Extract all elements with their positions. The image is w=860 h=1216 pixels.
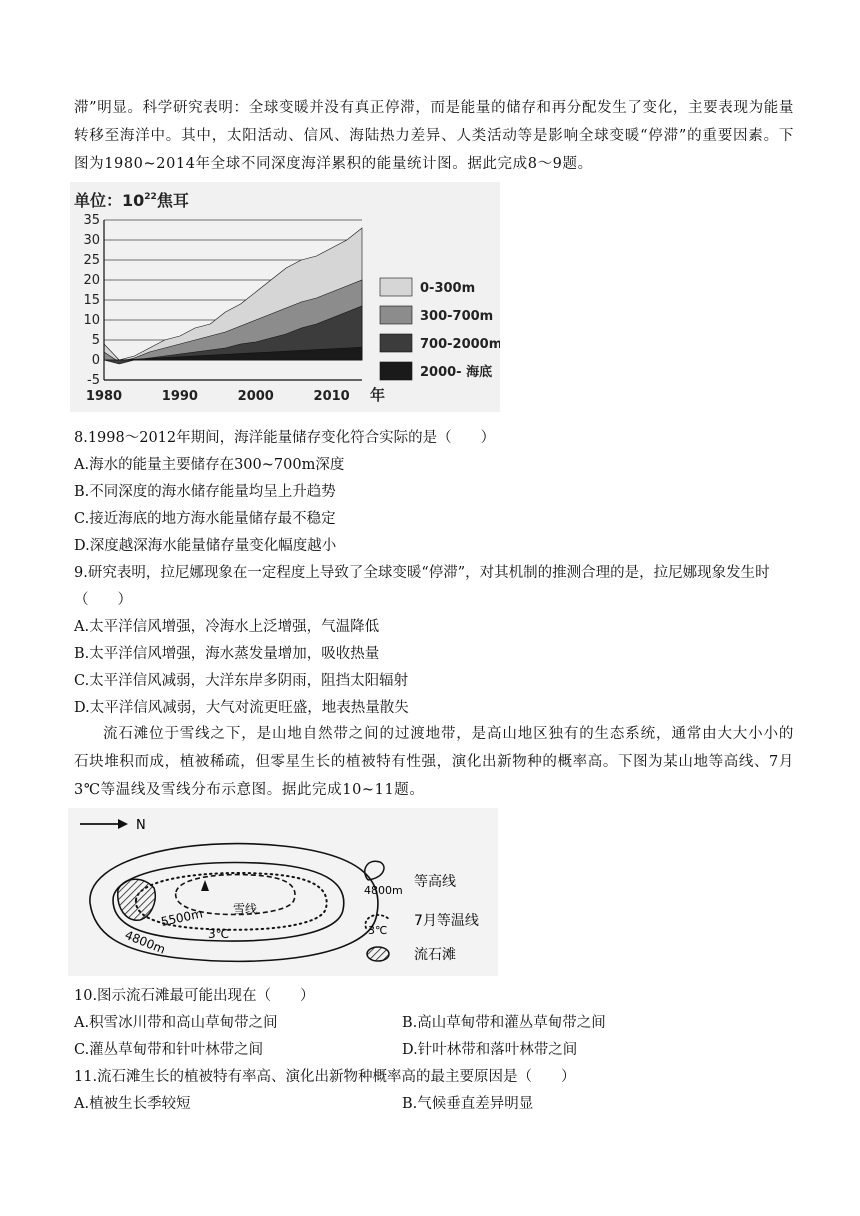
ocean-energy-chart bbox=[70, 182, 500, 412]
x-tick-label: 2010 bbox=[313, 389, 350, 404]
legend-label: 300-700m bbox=[420, 309, 494, 324]
q11-option-b: B.气候垂直差异明显 bbox=[402, 1096, 534, 1112]
y-tick-label: 15 bbox=[83, 293, 100, 308]
north-arrowhead-icon bbox=[118, 819, 128, 829]
legend-swatch bbox=[380, 278, 412, 296]
y-tick-label: 25 bbox=[83, 253, 100, 268]
q9-option-a: A.太平洋信风增强，冷海水上泛增强，气温降低 bbox=[74, 619, 380, 635]
q10-option-d: D.针叶林带和落叶林带之间 bbox=[402, 1042, 578, 1058]
legend-swatch bbox=[380, 306, 412, 324]
y-tick-label: 35 bbox=[83, 213, 100, 228]
mountain-map bbox=[68, 808, 498, 976]
q11-stem: 11.流石滩生长的植被特有率高、演化出新物种概率高的最主要原因是（ ） bbox=[74, 1069, 576, 1085]
scree-paragraph: 流石滩位于雪线之下，是山地自然带之间的过渡地带，是高山地区独有的生态系统，通常由大大小小的石块堆积而成，植被稀疏，但零星生长的植被特有性强，演化出新物种的概率高。下图为某山地等高线、7月3℃等温线及雪线分布示意图。据此完成10~11题。 bbox=[74, 726, 794, 798]
y-tick-label: 10 bbox=[83, 313, 100, 328]
legend-isotherm-sample: 3℃ bbox=[368, 924, 388, 937]
intro-paragraph: 滞”明显。科学研究表明：全球变暖并没有真正停滞，而是能量的储存和再分配发生了变化，主要表现为能量转移至海洋中。其中，太阳活动、信风、海陆热力差异、人类活动等是影响全球变暖“停滞”的重要因素。下图为1980~2014年全球不同深度海洋累积的能量统计图。据此完成8～9题。 bbox=[74, 100, 794, 172]
isotherm-label: 3℃ bbox=[208, 927, 230, 941]
q8-option-c: C.接近海底的地方海水能量储存最不稳定 bbox=[74, 511, 336, 527]
contour-5500-label: 5500m bbox=[159, 906, 204, 929]
y-tick-label: 5 bbox=[91, 333, 100, 348]
y-tick-label: 30 bbox=[83, 233, 100, 248]
peak-icon bbox=[201, 880, 209, 891]
legend-label: 700-2000m bbox=[420, 337, 500, 352]
legend-scree-label: 流石滩 bbox=[414, 947, 456, 963]
q8-option-a: A.海水的能量主要储存在300~700m深度 bbox=[74, 457, 345, 473]
contour-legend-icon bbox=[365, 861, 384, 880]
legend-contour-sample: 4800m bbox=[364, 884, 403, 897]
q9-stem: 9.研究表明，拉尼娜现象在一定程度上导致了全球变暖“停滞”，对其机制的推测合理的是，拉尼娜现象发生时 bbox=[74, 565, 770, 581]
q8-stem: 8.1998～2012年期间，海洋能量储存变化符合实际的是（ ） bbox=[74, 430, 496, 446]
x-tick-label: 1980 bbox=[85, 389, 123, 404]
chart-unit-label: 单位：$10^{22}$焦耳 bbox=[74, 191, 189, 210]
q9-option-b: B.太平洋信风增强，海水蒸发量增加，吸收热量 bbox=[74, 646, 380, 662]
scree-legend-icon bbox=[367, 947, 389, 961]
q9-option-d: D.太平洋信风减弱，大气对流更旺盛，地表热量散失 bbox=[74, 700, 409, 716]
x-tick-label: 1990 bbox=[161, 389, 198, 404]
map-svg bbox=[68, 808, 498, 976]
q10-stem: 10.图示流石滩最可能出现在（ ） bbox=[74, 988, 315, 1004]
y-tick-label: -5 bbox=[87, 373, 100, 388]
contour-4800-label: 4800m bbox=[122, 927, 168, 957]
q11-option-a: A.植被生长季较短 bbox=[74, 1096, 191, 1112]
legend-swatch bbox=[380, 362, 412, 380]
plot-area bbox=[83, 213, 385, 404]
legend-contour-label: 等高线 bbox=[414, 874, 456, 890]
legend-label: 2000- 海底 bbox=[420, 365, 493, 380]
q8-option-b: B.不同深度的海水储存能量均呈上升趋势 bbox=[74, 484, 336, 500]
x-tick-label: 2000 bbox=[237, 389, 274, 404]
y-tick-label: 0 bbox=[91, 353, 100, 368]
north-label: N bbox=[136, 818, 146, 833]
q10-option-c: C.灌丛草甸带和针叶林带之间 bbox=[74, 1042, 264, 1058]
q9-option-c: C.太平洋信风减弱，大洋东岸多阴雨，阻挡太阳辐射 bbox=[74, 673, 409, 689]
scree-area bbox=[118, 879, 155, 920]
q10-option-b: B.高山草甸带和灌丛草甸带之间 bbox=[402, 1015, 606, 1031]
q8-option-d: D.深度越深海水能量储存量变化幅度越小 bbox=[74, 538, 337, 554]
chart-legend bbox=[380, 278, 500, 380]
snowline-label: 雪线 bbox=[233, 902, 258, 916]
legend-label: 0-300m bbox=[420, 281, 476, 296]
chart-svg bbox=[70, 182, 500, 412]
q9-stem-bracket: （ ） bbox=[74, 592, 132, 608]
y-tick-label: 20 bbox=[83, 273, 100, 288]
legend-isotherm-label: 7月等温线 bbox=[414, 913, 479, 929]
q10-option-a: A.积雪冰川带和高山草甸带之间 bbox=[74, 1015, 278, 1031]
legend-swatch bbox=[380, 334, 412, 352]
x-axis-label: 年 bbox=[370, 386, 386, 404]
